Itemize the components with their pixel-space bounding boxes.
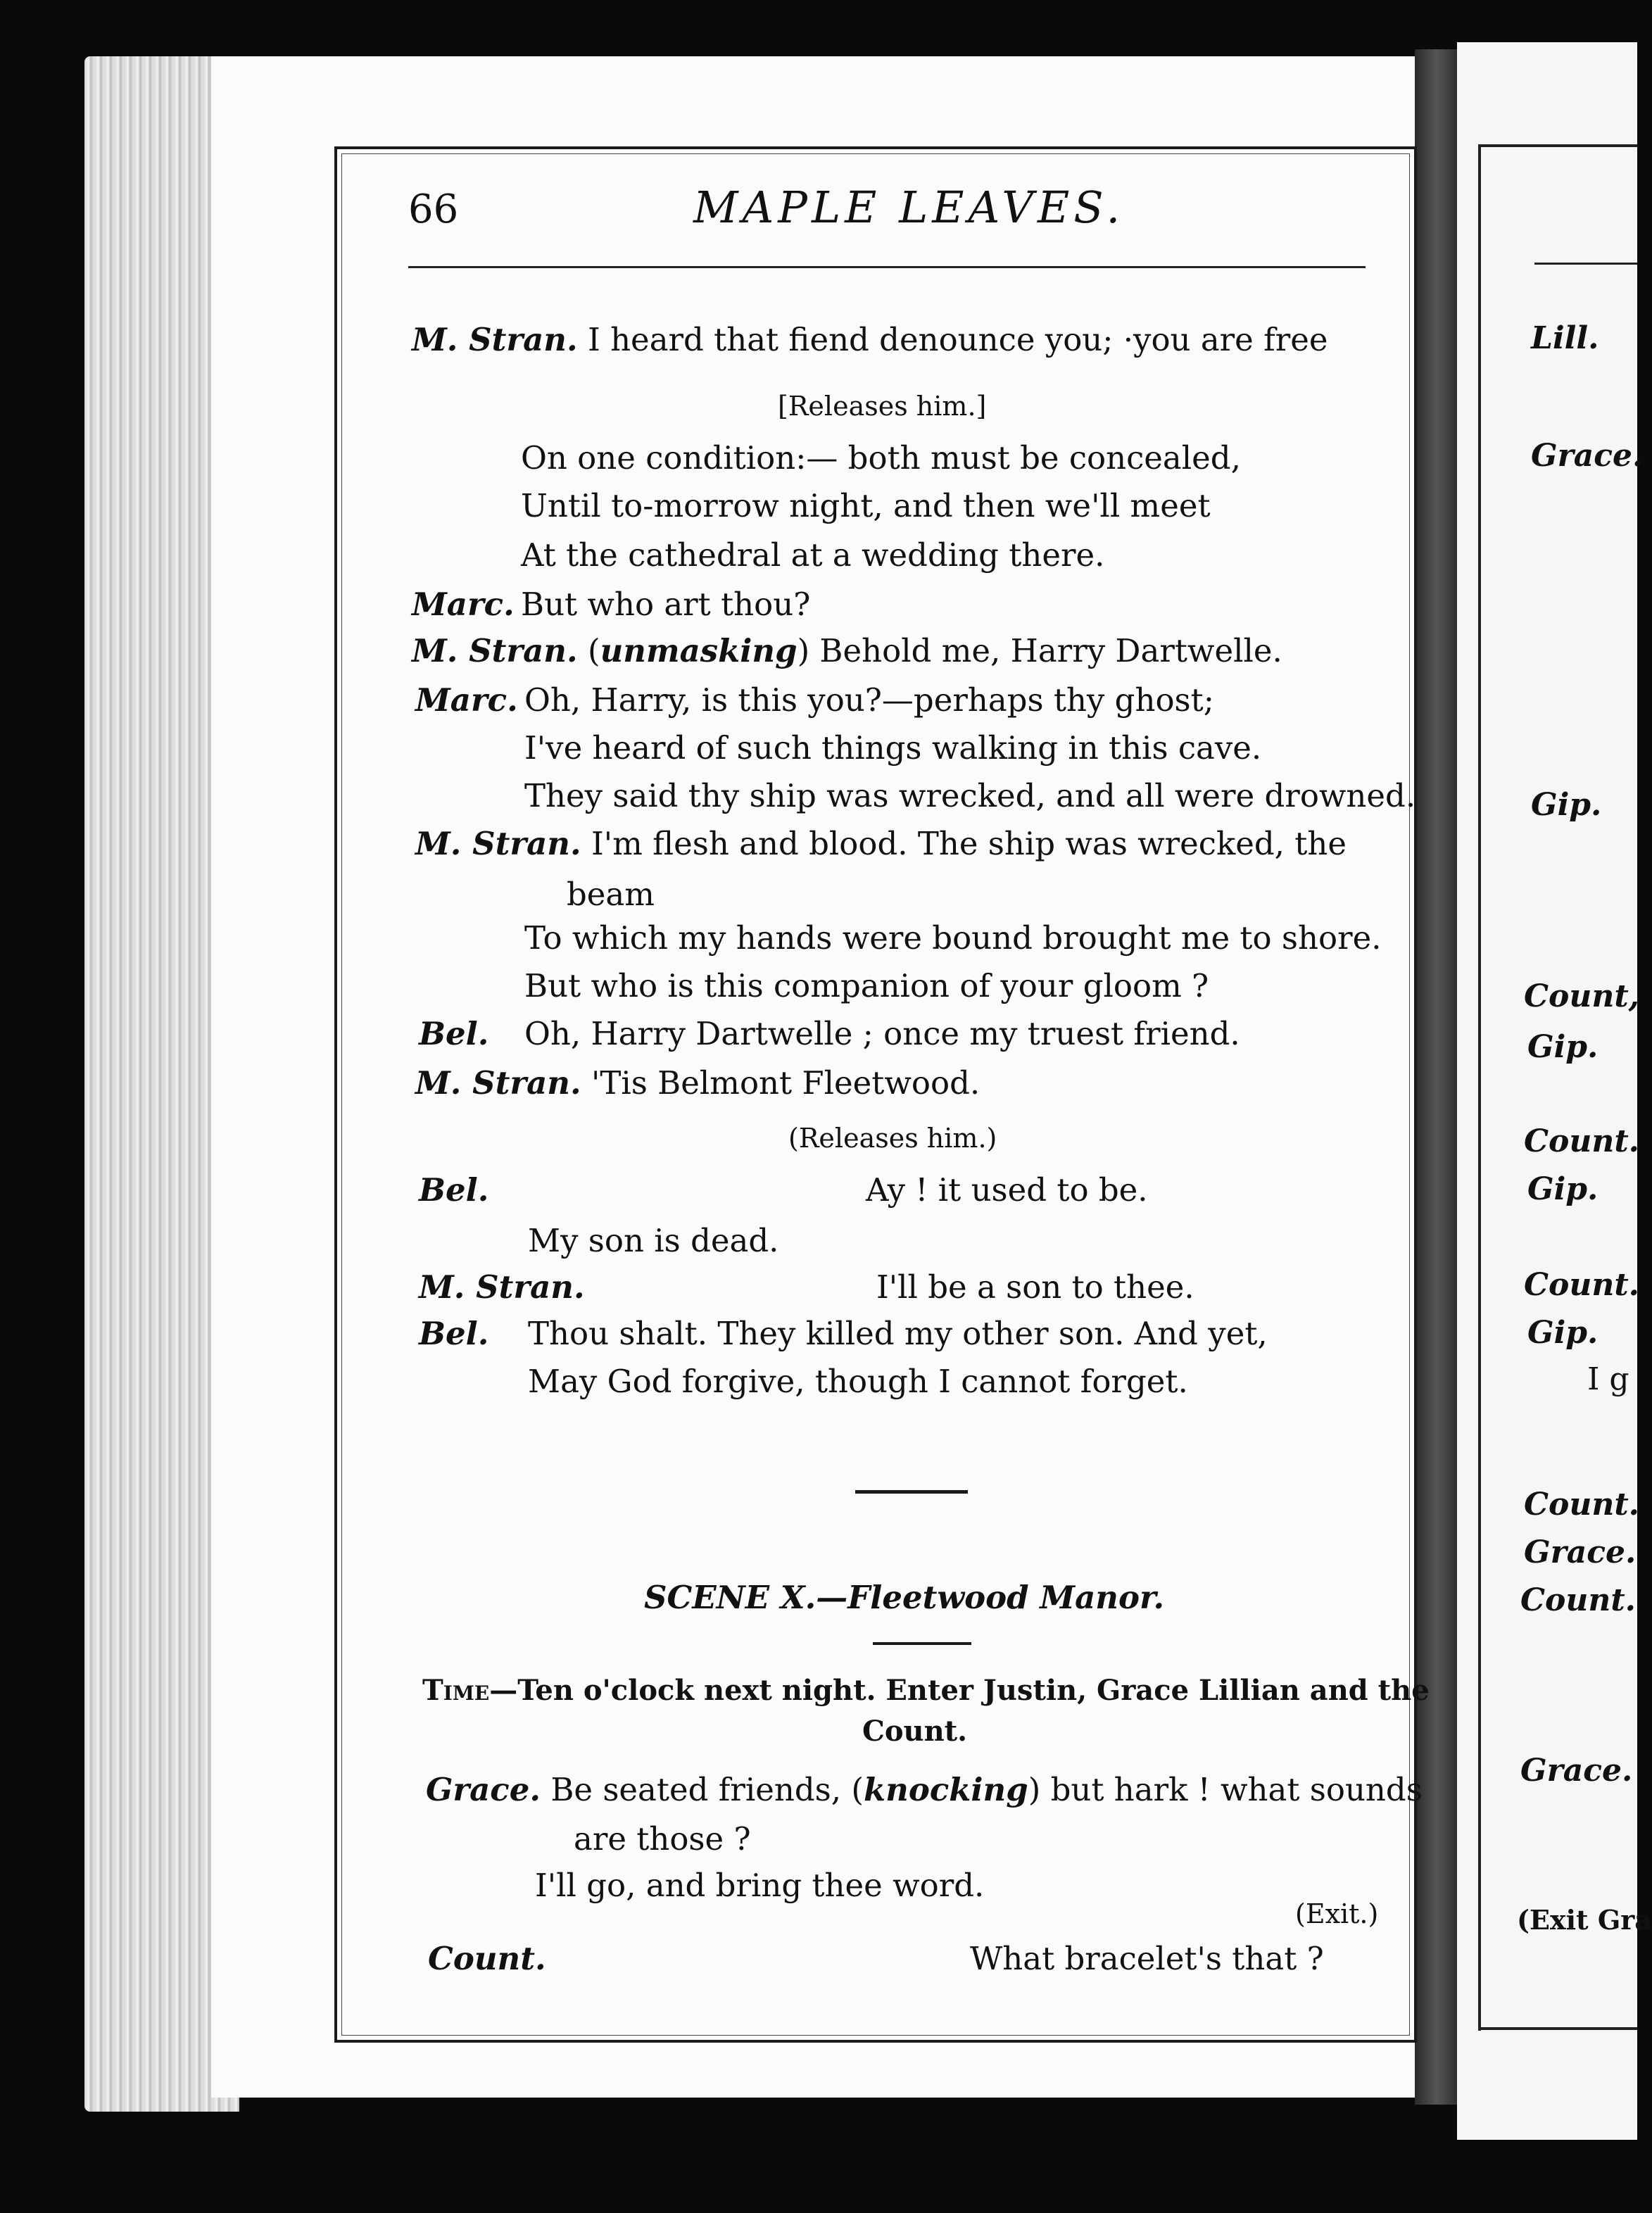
dialogue-line xyxy=(412,632,1282,669)
verse-line: They said thy ship was wrecked, and all were drowned. xyxy=(524,777,1416,814)
right-header-rule xyxy=(1534,263,1637,265)
right-speaker: Gip. xyxy=(1527,1315,1599,1351)
speaker-label: M. Stran. xyxy=(412,632,578,669)
right-frame-bottom xyxy=(1478,2027,1637,2030)
speaker-label: M. Stran. xyxy=(415,1064,581,1102)
right-speaker: Count, xyxy=(1524,978,1639,1014)
right-speaker: Grace. xyxy=(1520,1753,1633,1789)
line-text: ) Behold me, Harry Dartwelle. xyxy=(797,632,1282,669)
line-text-before: ( xyxy=(588,632,600,669)
scene-heading: SCENE X.—Fleetwood Manor. xyxy=(644,1579,1165,1616)
right-frame-top xyxy=(1478,144,1637,147)
line-text-italic: knocking xyxy=(863,1771,1028,1808)
line-text: ) but hark ! what sounds xyxy=(1028,1771,1423,1808)
dialogue-line xyxy=(415,681,1214,719)
verse-line: My son is dead. xyxy=(528,1222,779,1259)
right-speaker: Gip. xyxy=(1531,787,1602,823)
scene-direction xyxy=(422,1674,1430,1707)
right-speaker: Grace. xyxy=(1531,438,1644,474)
line-text-before: Be seated friends, ( xyxy=(550,1771,864,1808)
dialogue-line xyxy=(415,1064,981,1102)
dialogue-line xyxy=(412,321,1328,358)
speaker-label: M. Stran. xyxy=(415,825,581,862)
stage-direction: [Releases him.] xyxy=(778,391,987,422)
page-number: 66 xyxy=(408,187,459,232)
right-speaker: Count. xyxy=(1520,1582,1636,1618)
dialogue-line xyxy=(419,1268,1194,1306)
line-text: Oh, Harry, is this you?—perhaps thy ghost; xyxy=(524,681,1214,719)
speaker-label: Bel. xyxy=(419,1015,489,1052)
dialogue-line xyxy=(412,586,811,623)
right-speaker: Count. xyxy=(1524,1267,1639,1303)
speaker-label: Marc. xyxy=(415,681,518,719)
right-text-fragment: (Exit Gra xyxy=(1517,1904,1652,1936)
line-text: Ay ! it used to be. xyxy=(866,1171,1148,1209)
dialogue-line xyxy=(419,1015,1240,1052)
running-title: MAPLE LEAVES. xyxy=(693,182,1125,233)
line-text: —Ten o'clock next night. Enter Justin, Grace Lillian and the xyxy=(489,1674,1430,1707)
line-text: But who art thou? xyxy=(521,586,811,623)
verse-line: To which my hands were bound brought me to shore. xyxy=(524,919,1382,957)
section-rule xyxy=(873,1642,971,1645)
verse-line: I've heard of such things walking in this cave. xyxy=(524,729,1262,767)
verse-line: beam xyxy=(567,876,655,913)
stage-direction: (Releases him.) xyxy=(788,1123,997,1154)
line-text: Oh, Harry Dartwelle ; once my truest friend. xyxy=(524,1015,1240,1052)
right-text-fragment: I g xyxy=(1587,1361,1629,1397)
dialogue-line xyxy=(426,1771,1423,1808)
right-frame-left xyxy=(1478,144,1481,2031)
line-text: I'm flesh and blood. The ship was wrecked, the xyxy=(591,825,1347,862)
speaker-label: M. Stran. xyxy=(419,1268,585,1306)
dialogue-line xyxy=(419,1171,1148,1209)
time-label: Time xyxy=(422,1674,490,1707)
page-right-partial xyxy=(1457,42,1637,2140)
right-speaker: Gip. xyxy=(1527,1171,1599,1207)
right-speaker: Grace. xyxy=(1524,1534,1637,1570)
speaker-label: M. Stran. xyxy=(412,321,578,358)
line-text: Thou shalt. They killed my other son. And yet, xyxy=(528,1315,1268,1352)
line-text: What bracelet's that ? xyxy=(970,1940,1324,1977)
verse-line: I'll go, and bring thee word. xyxy=(535,1867,985,1904)
right-speaker: Lill. xyxy=(1531,320,1599,356)
speaker-label: Count. xyxy=(428,1940,546,1977)
line-text: I'll be a son to thee. xyxy=(876,1268,1194,1306)
verse-line: At the cathedral at a wedding there. xyxy=(521,536,1105,574)
stage-direction: (Exit.) xyxy=(1295,1898,1379,1929)
dialogue-line xyxy=(428,1940,1324,1977)
verse-line: On one condition:— both must be concealed, xyxy=(521,439,1241,477)
dialogue-line xyxy=(415,825,1347,862)
line-text: I heard that fiend denounce you; ·you are free xyxy=(588,321,1328,358)
speaker-label: Grace. xyxy=(426,1771,541,1808)
right-speaker: Count. xyxy=(1524,1487,1639,1522)
right-speaker: Gip. xyxy=(1527,1029,1599,1065)
verse-line: Until to-morrow night, and then we'll meet xyxy=(521,487,1211,524)
header-rule xyxy=(408,266,1366,268)
verse-line: May God forgive, though I cannot forget. xyxy=(528,1363,1188,1400)
line-text-italic: unmasking xyxy=(600,632,797,669)
line-text: 'Tis Belmont Fleetwood. xyxy=(591,1064,981,1102)
speaker-label: Marc. xyxy=(412,586,515,623)
verse-line: But who is this companion of your gloom ? xyxy=(524,967,1209,1004)
right-speaker: Count. xyxy=(1524,1123,1639,1159)
verse-line: are those ? xyxy=(574,1820,751,1858)
speaker-label: Bel. xyxy=(419,1315,489,1352)
dialogue-line xyxy=(419,1315,1268,1352)
scene-direction-cont: Count. xyxy=(862,1715,968,1748)
speaker-label: Bel. xyxy=(419,1171,489,1209)
section-rule xyxy=(855,1490,968,1494)
